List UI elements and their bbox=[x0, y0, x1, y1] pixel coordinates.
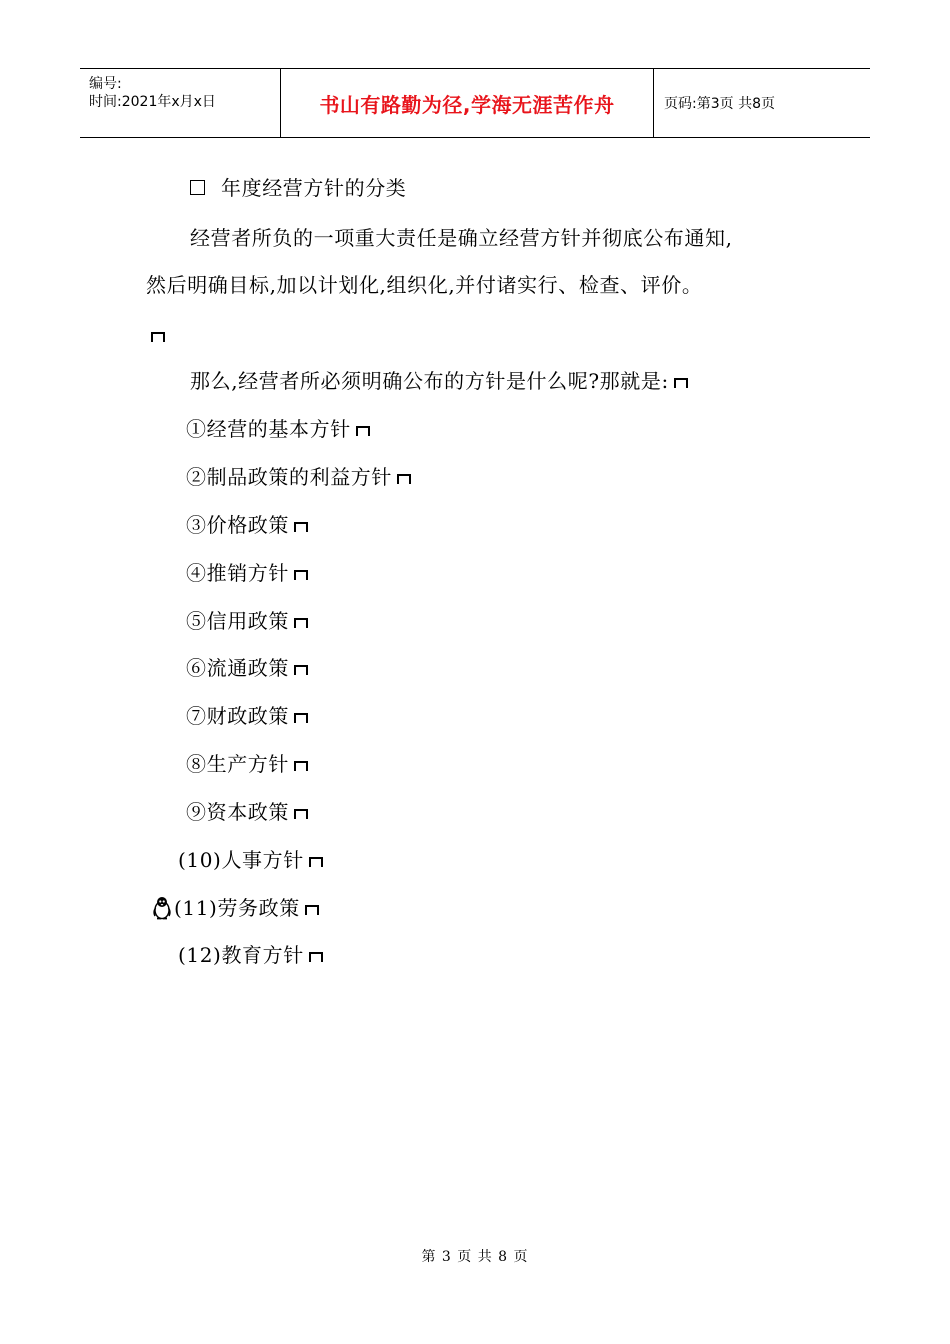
page-header bbox=[80, 68, 870, 138]
list-item bbox=[186, 703, 310, 729]
return-mark-icon bbox=[292, 618, 310, 630]
return-mark-icon bbox=[307, 952, 325, 964]
return-mark-icon bbox=[149, 332, 167, 344]
return-mark-icon bbox=[672, 378, 690, 390]
header-number-label: 编号: bbox=[89, 76, 122, 92]
list-item-text: ⑦财政政策 bbox=[186, 704, 289, 728]
list-item bbox=[186, 608, 310, 634]
return-mark-icon bbox=[292, 713, 310, 725]
list-item bbox=[178, 847, 325, 873]
header-meta bbox=[80, 69, 281, 137]
paragraph-line-2: 然后明确目标,加以计划化,组织化,并付诸实行、检查、评价。 bbox=[146, 273, 703, 297]
list-item-text: ⑨资本政策 bbox=[186, 800, 289, 824]
list-item bbox=[186, 464, 413, 490]
list-item-text: ②制品政策的利益方针 bbox=[186, 465, 392, 489]
return-mark-icon bbox=[395, 474, 413, 486]
list-item-text: ⑤信用政策 bbox=[186, 609, 289, 633]
list-item-text: ④推销方针 bbox=[186, 561, 289, 585]
list-item bbox=[186, 560, 310, 586]
header-motto-cell bbox=[281, 69, 654, 137]
list-item bbox=[186, 799, 310, 825]
page-footer: 第 3 页 共 8 页 bbox=[421, 1249, 529, 1265]
return-mark-icon bbox=[292, 665, 310, 677]
penguin-icon bbox=[152, 896, 172, 920]
return-mark-icon bbox=[354, 426, 372, 438]
header-date: 时间:2021年x月x日 bbox=[89, 94, 216, 110]
question-text: 那么,经营者所必须明确公布的方针是什么呢?那就是: bbox=[190, 369, 669, 393]
paragraph-line-1: 经营者所负的一项重大责任是确立经营方针并彻底公布通知, bbox=[190, 226, 733, 250]
list-item-text: ⑧生产方针 bbox=[186, 752, 289, 776]
list-item bbox=[174, 895, 321, 921]
list-item bbox=[178, 942, 325, 968]
list-item-text: (12)教育方针 bbox=[178, 943, 304, 967]
list-item bbox=[186, 655, 310, 681]
header-page-info: 页码:第3页 共8页 bbox=[664, 96, 775, 112]
list-item bbox=[186, 416, 372, 442]
list-item-text: ③价格政策 bbox=[186, 513, 289, 537]
question-line bbox=[190, 368, 690, 394]
list-item-text: (11)劳务政策 bbox=[174, 896, 300, 920]
list-item-text: ①经营的基本方针 bbox=[186, 417, 351, 441]
return-mark-icon bbox=[292, 809, 310, 821]
return-mark-icon bbox=[303, 905, 321, 917]
section-title: 年度经营方针的分类 bbox=[221, 176, 407, 200]
list-item bbox=[186, 512, 310, 538]
list-item bbox=[186, 751, 310, 777]
return-mark-icon bbox=[292, 570, 310, 582]
return-mark-icon bbox=[307, 857, 325, 869]
return-mark-icon bbox=[292, 761, 310, 773]
section-heading bbox=[190, 175, 406, 201]
list-item-text: ⑥流通政策 bbox=[186, 656, 289, 680]
header-motto: 书山有路勤为径,学海无涯苦作舟 bbox=[319, 92, 615, 117]
checkbox-icon bbox=[190, 180, 205, 195]
return-mark-icon bbox=[292, 522, 310, 534]
list-item-text: (10)人事方针 bbox=[178, 848, 304, 872]
